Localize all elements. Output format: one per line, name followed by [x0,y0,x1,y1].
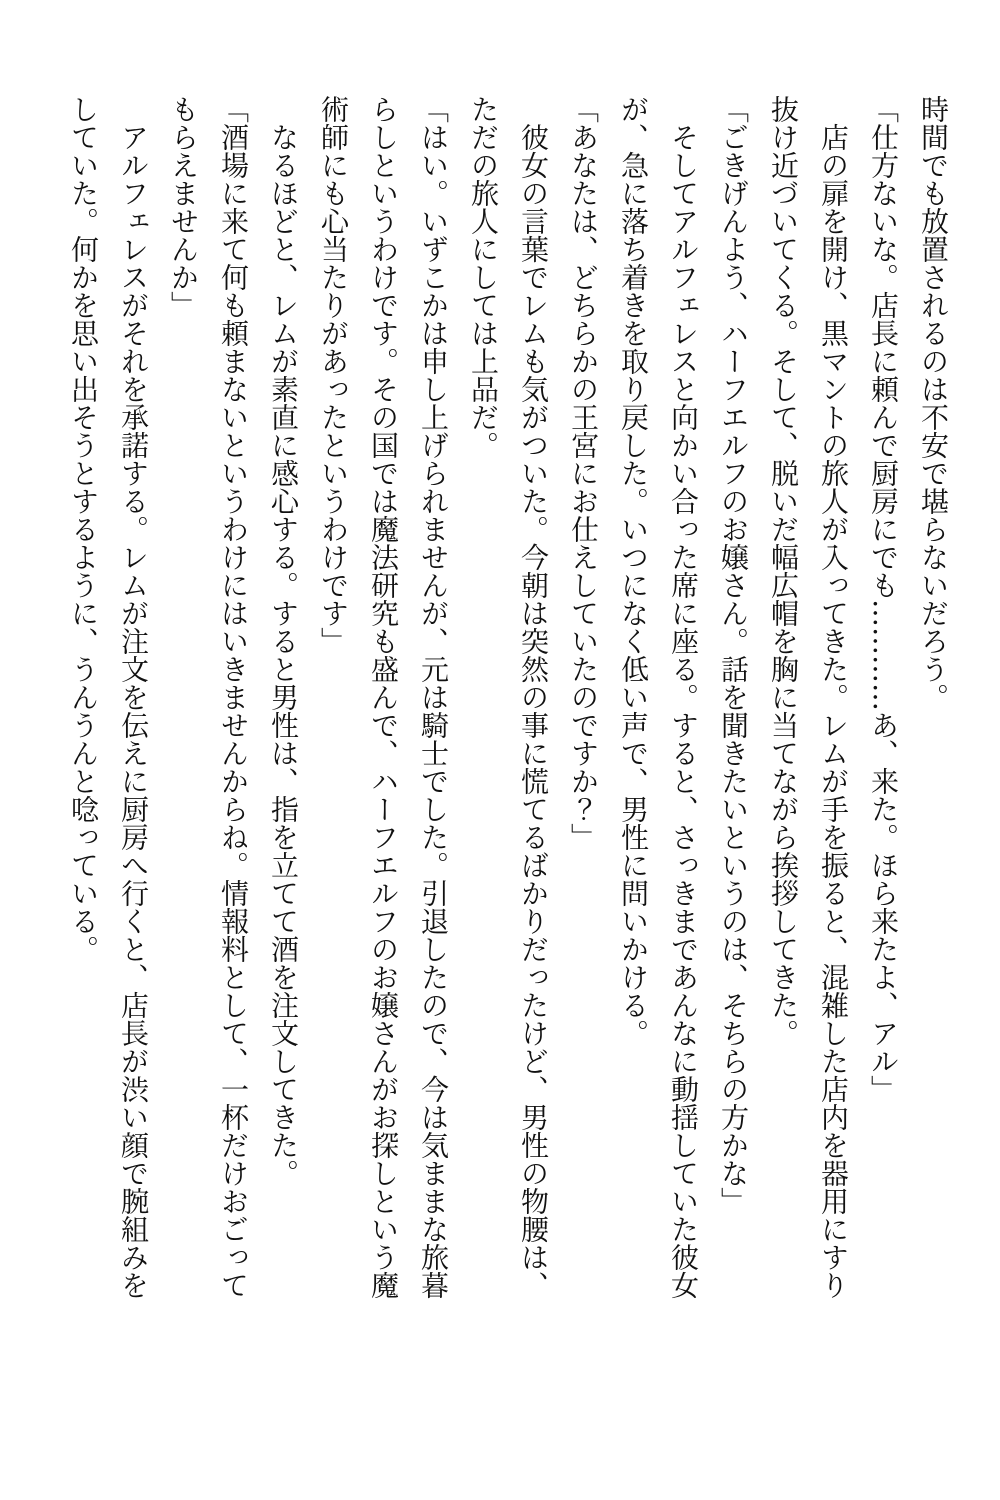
paragraph-10: 「酒場に来て何も頼まないというわけにはいきませんからね。情報料として、一杯だけおごってもらえませんか」 [167,95,250,1299]
paragraph-5: そしてアルフェレスと向かい合った席に座る。すると、さっきまであんなに動揺していた彼女が、急に落ち着きを取り戻した。いつになく低い声で、男性に問いかける。 [617,95,700,1299]
paragraph-2: 「仕方ないな。店長に頼んで厨房にでも…………あ、来た。ほら来たよ、アル」 [867,95,900,1103]
paragraph-8: 「はい。いずこかは申し上げられませんが、元は騎士でした。引退したので、今は気ままな旅暮らしというわけです。その国では魔法研究も盛んで、ハーフエルフのお嬢さんがお探しという魔術師にも心当たりがあったというわけです」 [317,95,450,1299]
paragraph-3: 店の扉を開け、黒マントの旅人が入ってきた。レムが手を振ると、混雑した店内を器用にすり抜け近づいてくる。そして、脱いだ幅広帽を胸に当てながら挨拶してきた。 [767,95,850,1299]
paragraph-4: 「ごきげんよう、ハーフエルフのお嬢さん。話を聞きたいというのは、そちらの方かな」 [717,95,750,1215]
paragraph-1: 時間でも放置されるのは不安で堪らないだろう。 [917,95,950,711]
paragraph-7: 彼女の言葉でレムも気がついた。今朝は突然の事に慌てるばかりだったけど、男性の物腰は、ただの旅人にしては上品だ。 [467,95,550,1299]
paragraph-9: なるほどと、レムが素直に感心する。すると男性は、指を立てて酒を注文してきた。 [267,123,300,1187]
vertical-text-block [53,95,958,1299]
paragraph-6: 「あなたは、どちらかの王宮にお仕えしていたのですか？」 [567,95,600,851]
paragraph-11: アルフェレスがそれを承諾する。レムが注文を伝えに厨房へ行くと、店長が渋い顔で腕組みをしていた。何かを思い出そうとするように、うんうんと唸っている。 [67,95,150,1299]
